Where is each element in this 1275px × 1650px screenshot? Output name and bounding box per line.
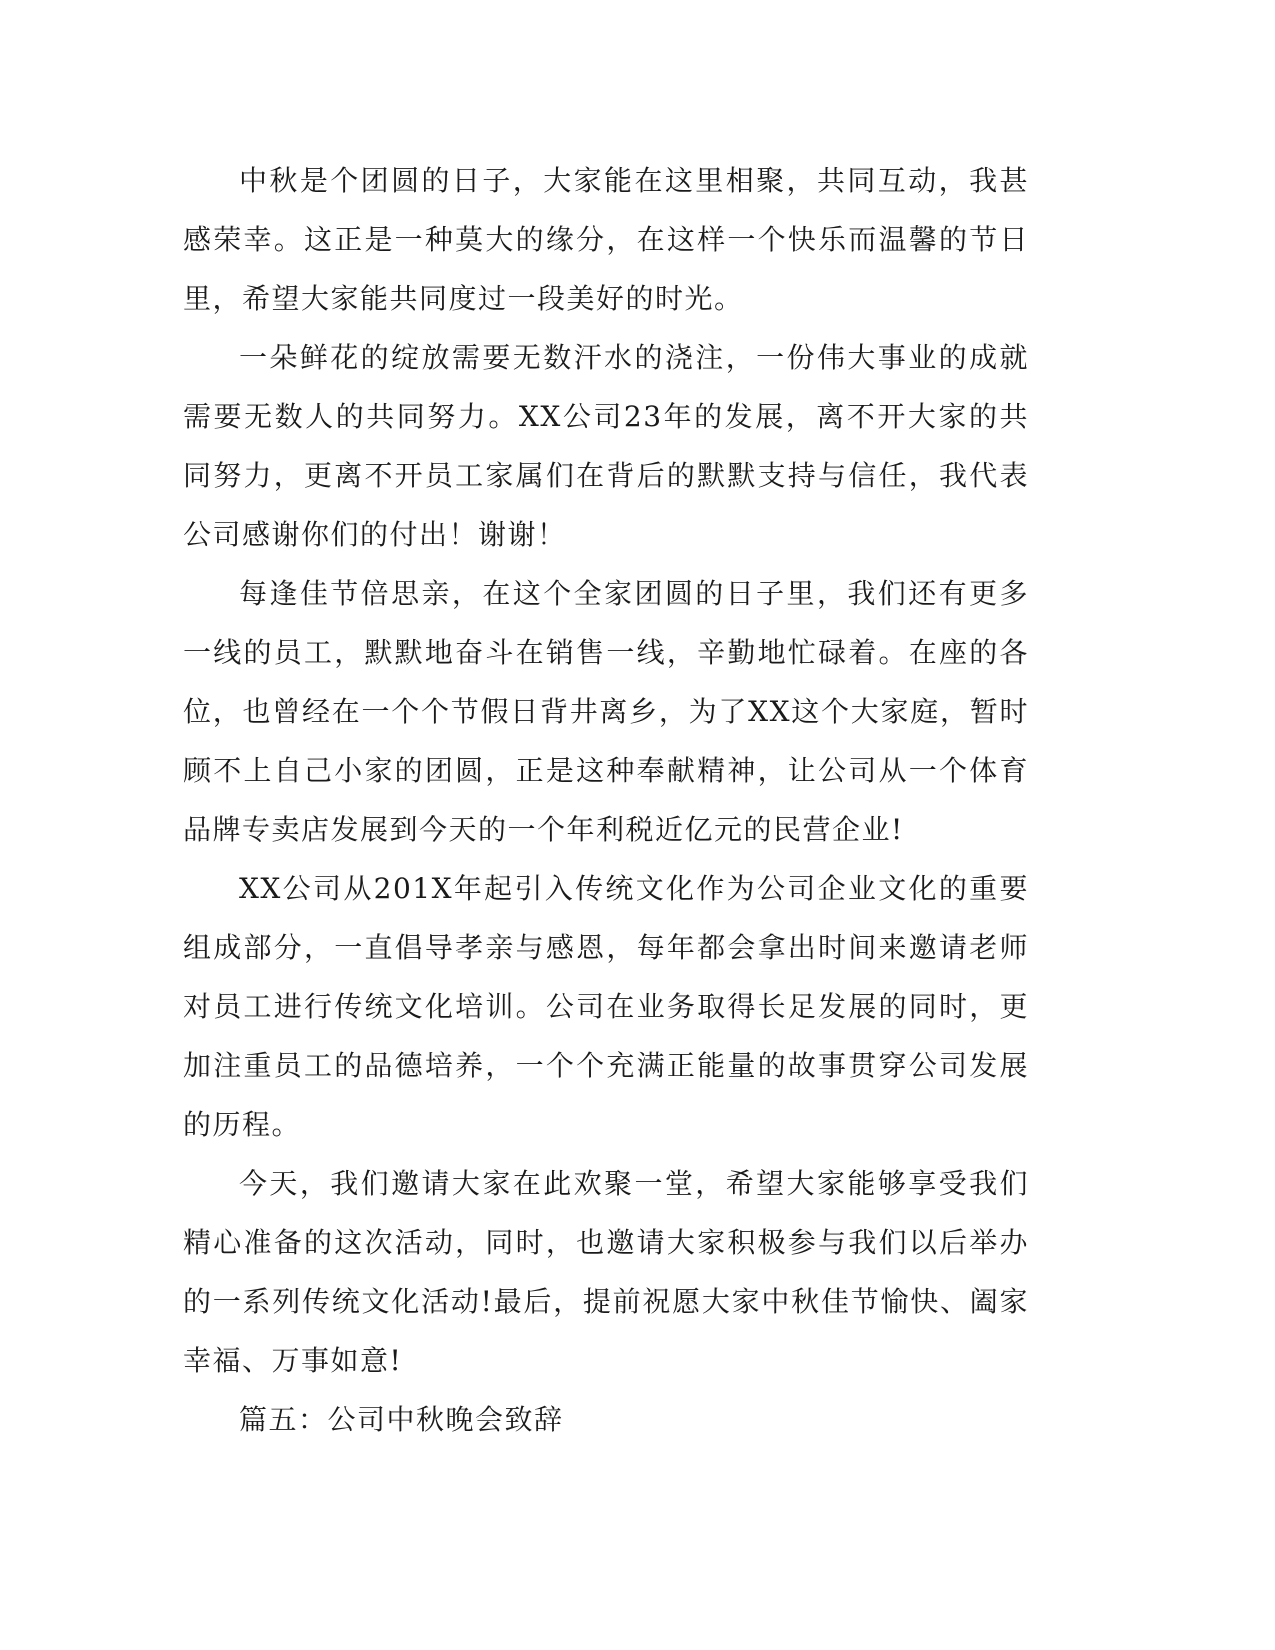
paragraph-4: XX公司从201X年起引入传统文化作为公司企业文化的重要组成部分，一直倡导孝亲与感恩，每年都会拿出时间来邀请老师对员工进行传统文化培训。公司在业务取得长足发展的同时，更加注重员工的品德培养，一个个充满正能量的故事贯穿公司发展的历程。: [183, 872, 1029, 1141]
paragraph-3: 每逢佳节倍思亲，在这个全家团圆的日子里，我们还有更多一线的员工，默默地奋斗在销售一线，辛勤地忙碌着。在座的各位，也曾经在一个个节假日背井离乡，为了XX这个大家庭，暂时顾不上自己小家的团圆，正是这种奉献精神，让公司从一个体育品牌专卖店发展到今天的一个年利税近亿元的民营企业!: [183, 577, 1029, 846]
paragraph-2: 一朵鲜花的绽放需要无数汗水的浇注，一份伟大事业的成就需要无数人的共同努力。XX公司23年的发展，离不开大家的共同努力，更离不开员工家属们在背后的默默支持与信任，我代表公司感谢你们的付出！谢谢！: [183, 341, 1029, 551]
paragraph-1: 中秋是个团圆的日子，大家能在这里相聚，共同互动，我甚感荣幸。这正是一种莫大的缘分，在这样一个快乐而温馨的节日里，希望大家能共同度过一段美好的时光。: [183, 164, 1029, 315]
document-body: [183, 151, 1029, 1449]
section-heading: 篇五：公司中秋晚会致辞: [239, 1403, 564, 1436]
paragraph-5: 今天，我们邀请大家在此欢聚一堂，希望大家能够享受我们精心准备的这次活动，同时，也邀请大家积极参与我们以后举办的一系列传统文化活动!最后，提前祝愿大家中秋佳节愉快、阖家幸福、万事如意!: [183, 1167, 1029, 1377]
